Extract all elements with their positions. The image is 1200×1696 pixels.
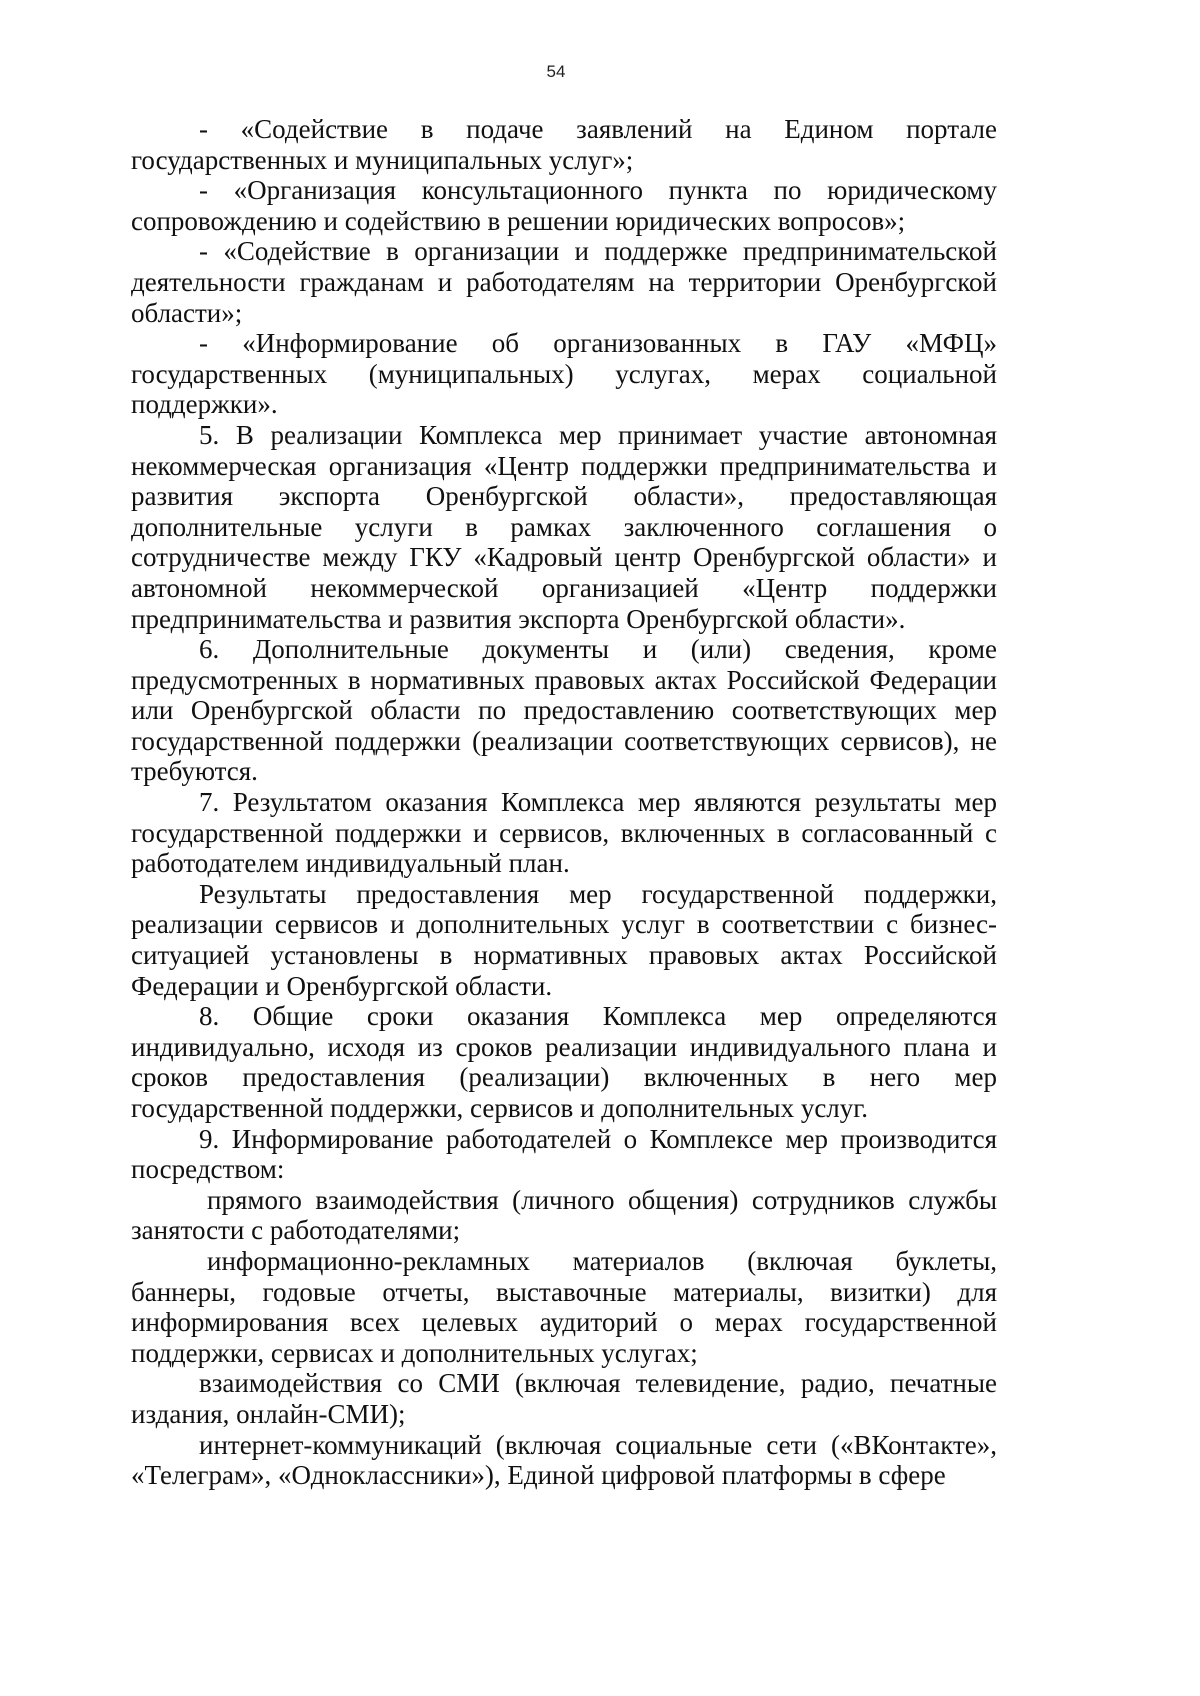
list-item: прямого взаимодействия (личного общения) сотрудников службы занятости с работодателями;	[131, 1184, 997, 1246]
list-item: информационно-рекламных материалов (включая буклеты, баннеры, годовые отчеты, выставочные материалы, визитки) для информирования всех целевых аудиторий о мерах государственной поддержки, сервисах и дополнительных услугах;	[131, 1245, 997, 1368]
paragraph: 6. Дополнительные документы и (или) сведения, кроме предусмотренных в нормативных правовых актах Российской Федерации или Оренбургской области по предоставлению соответствующих мер государственной поддержки (реализации соответствующих сервисов), не требуются.	[131, 634, 997, 787]
document-body	[131, 114, 997, 1491]
paragraph: 5. В реализации Комплекса мер принимает участие автономная некоммерческая организация «Центр поддержки предпринимательства и развития экспорта Оренбургской области», предоставляющая дополнительные услуги в рамках заключенного соглашения о сотрудничестве между ГКУ «Кадровый центр Оренбургской области» и автономной некоммерческой организацией «Центр поддержки предпринимательства и развития экспорта Оренбургской области».	[131, 419, 997, 634]
paragraph: 7. Результатом оказания Комплекса мер являются результаты мер государственной поддержки и сервисов, включенных в согласованный с работодателем индивидуальный план.	[131, 787, 997, 879]
paragraph: - «Организация консультационного пункта по юридическому сопровождению и содействию в решении юридических вопросов»;	[131, 175, 997, 236]
list-item: интернет-коммуникаций (включая социальные сети («ВКонтакте», «Телеграм», «Одноклассники»), Единой цифровой платформы в сфере	[131, 1429, 997, 1491]
list-item: взаимодействия со СМИ (включая телевидение, радио, печатные издания, онлайн-СМИ);	[131, 1368, 997, 1429]
paragraph: 8. Общие сроки оказания Комплекса мер определяются индивидуально, исходя из сроков реализации индивидуального плана и сроков предоставления (реализации) включенных в него мер государственной поддержки, сервисов и дополнительных услуг.	[131, 1001, 997, 1123]
paragraph: - «Содействие в подаче заявлений на Едином портале государственных и муниципальных услуг»;	[131, 114, 997, 175]
page-number: 54	[546, 62, 566, 81]
paragraph: - «Информирование об организованных в ГАУ «МФЦ» государственных (муниципальных) услугах, мерах социальной поддержки».	[131, 328, 997, 420]
paragraph: Результаты предоставления мер государственной поддержки, реализации сервисов и дополнительных услуг в соответствии с бизнес-ситуацией установлены в нормативных правовых актах Российской Федерации и Оренбургской области.	[131, 878, 997, 1001]
paragraph: 9. Информирование работодателей о Комплексе мер производится посредством:	[131, 1123, 997, 1185]
paragraph: - «Содействие в организации и поддержке предпринимательской деятельности гражданам и работодателям на территории Оренбургской области»;	[131, 236, 997, 328]
